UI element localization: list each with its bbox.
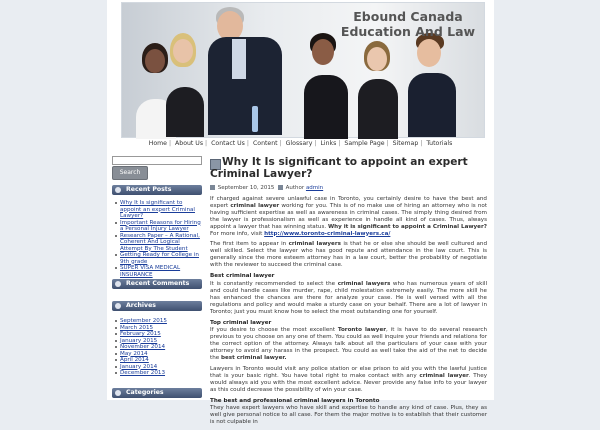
recent-comments-heading — [112, 279, 202, 289]
nav-home[interactable]: Home — [148, 140, 167, 147]
nav-sitemap[interactable]: Sitemap — [392, 140, 419, 147]
recent-posts-list — [115, 200, 203, 278]
paragraph: Lawyers in Toronto would visit any police station or else prison to aid you with the lawful justice that is your basic right. You have total right to make contact with any criminal lawyer. They would always aid you with the most excellent advice. Never provide any false info to your lawyer as this could decrease the possibility of win your case. — [210, 365, 488, 393]
calendar-icon — [210, 185, 215, 190]
nav-tutorials[interactable]: Tutorials — [426, 140, 453, 147]
subheading: Best criminal lawyer — [210, 273, 275, 280]
widget-bullet-icon — [115, 303, 121, 309]
search-input[interactable] — [112, 156, 202, 165]
search-button[interactable]: Search — [112, 166, 148, 180]
list-item[interactable]: March 2015 — [115, 325, 203, 332]
nav-contact-us[interactable]: Contact Us — [211, 140, 245, 147]
main-nav: Home | About Us | Contact Us | Content | Glossary | Links | Sample Page | Sitemap | Tutorials — [148, 140, 453, 147]
nav-content[interactable]: Content — [252, 140, 278, 147]
paragraph: They have expert lawyers who have skill and expertise to handle any kind of case. Plus, they as well give personal notice to all case. For them the major motive is to establish that their customer is not culpable in — [210, 405, 487, 426]
bottle-photo — [252, 106, 258, 132]
archives-heading — [112, 301, 202, 311]
paragraph: The first item to appear in criminal lawyers is that he or else she should be well cultured and well skilled. Select the lawyer who has good repute and attendance in the law court. This is generally since the more esteem attorney has in a law court, better the probability of negotiate with the reviewer to succeed the criminal case. — [210, 241, 488, 269]
nav-glossary[interactable]: Glossary — [285, 140, 313, 147]
list-item[interactable]: January 2015 — [115, 338, 203, 345]
widget-bullet-icon — [115, 281, 121, 287]
header-banner — [121, 2, 485, 138]
list-item[interactable]: Research Paper – A Rational, Coherent And Logical Attempt By The Student — [115, 233, 203, 253]
widget-bullet-icon — [115, 390, 121, 396]
paragraph: If you desire to choose the most excellent Toronto lawyer, it is have to do several research previous to you choose on any one of them. You could as well inquire your friends and relations for the correct option of the attorney. Always talk about all the particulars of your case with your attorney to avoid any harass in the prospect. You could as well take the aid of the net to decide the best criminal lawyer. — [210, 327, 488, 362]
author-icon — [278, 185, 283, 190]
list-item[interactable]: January 2014 — [115, 364, 203, 371]
author-prefix: Author — [285, 185, 305, 191]
nav-links[interactable]: Links — [320, 140, 337, 147]
list-item[interactable]: February 2015 — [115, 331, 203, 338]
post-date: September 10, 2015 — [217, 185, 275, 191]
list-item[interactable]: May 2014 — [115, 351, 203, 358]
recent-posts-heading-label: Recent Posts — [126, 186, 172, 193]
list-item[interactable]: Important Reasons for Hiring a Personal Injury Lawyer — [115, 220, 203, 233]
list-item[interactable]: April 2014 — [115, 357, 203, 364]
author-link[interactable]: admin — [305, 185, 324, 191]
list-item[interactable]: November 2014 — [115, 344, 203, 351]
page — [107, 0, 494, 426]
paragraph: If charged against severe unlawful case in Toronto, you certainly desire to have the best and expert criminal lawyer working for you. This is of no make use of hiring an attorney who is not having sufficient expertise as well as awareness in criminal cases. The simply thing desired from the lawyer is professionalism as well as experience in handle all kind of cases. Thus, always appoint a lawyer that has winning status. Why it is significant to appoint a Criminal Lawyer? For more info, visit http://www.toronto-criminal-lawyers.ca/ — [210, 196, 488, 237]
list-item[interactable]: Why It Is significant to appoint an expert Criminal Lawyer? — [115, 200, 203, 220]
list-item[interactable]: Getting Ready for College in 9th grade — [115, 252, 203, 265]
post-body — [210, 196, 487, 430]
toronto-criminal-lawyers-link[interactable]: http://www.toronto-criminal-lawyers.ca/ — [264, 230, 391, 237]
site-title[interactable]: Ebound Canada Education And Law — [340, 9, 476, 39]
subheading: The best and professional criminal lawyers in Toronto — [210, 397, 380, 404]
nav-about-us[interactable]: About Us — [175, 140, 204, 147]
list-item[interactable]: September 2015 — [115, 318, 203, 325]
recent-posts-heading — [112, 185, 202, 195]
recent-comments-heading-label: Recent Comments — [126, 280, 190, 287]
post-title[interactable]: Why It Is significant to appoint an expert Criminal Lawyer? — [210, 156, 468, 180]
archives-list — [115, 318, 203, 377]
post-meta — [210, 185, 323, 191]
list-item[interactable]: SUPER VISA MEDICAL INSURANCE — [115, 265, 203, 278]
subheading: Top criminal lawyer — [210, 319, 272, 326]
nav-sample-page[interactable]: Sample Page — [344, 140, 385, 147]
list-item[interactable]: December 2013 — [115, 370, 203, 377]
paragraph: It is constantly recommended to select the criminal lawyers who has numerous years of skill and could handle cases like murder, rape, child molestation extremely easily. The more skill he has enhanced the chances are there for analyze your case. He is well versed with all the regulations and policy and would make a sturdy case on your behalf. There are a lot of lawyer in Toronto; just you must know how to select the most outstanding one for yourself. — [210, 280, 487, 315]
widget-bullet-icon — [115, 187, 121, 193]
categories-heading — [112, 388, 202, 398]
archives-heading-label: Archives — [126, 302, 156, 309]
categories-heading-label: Categories — [126, 389, 164, 396]
